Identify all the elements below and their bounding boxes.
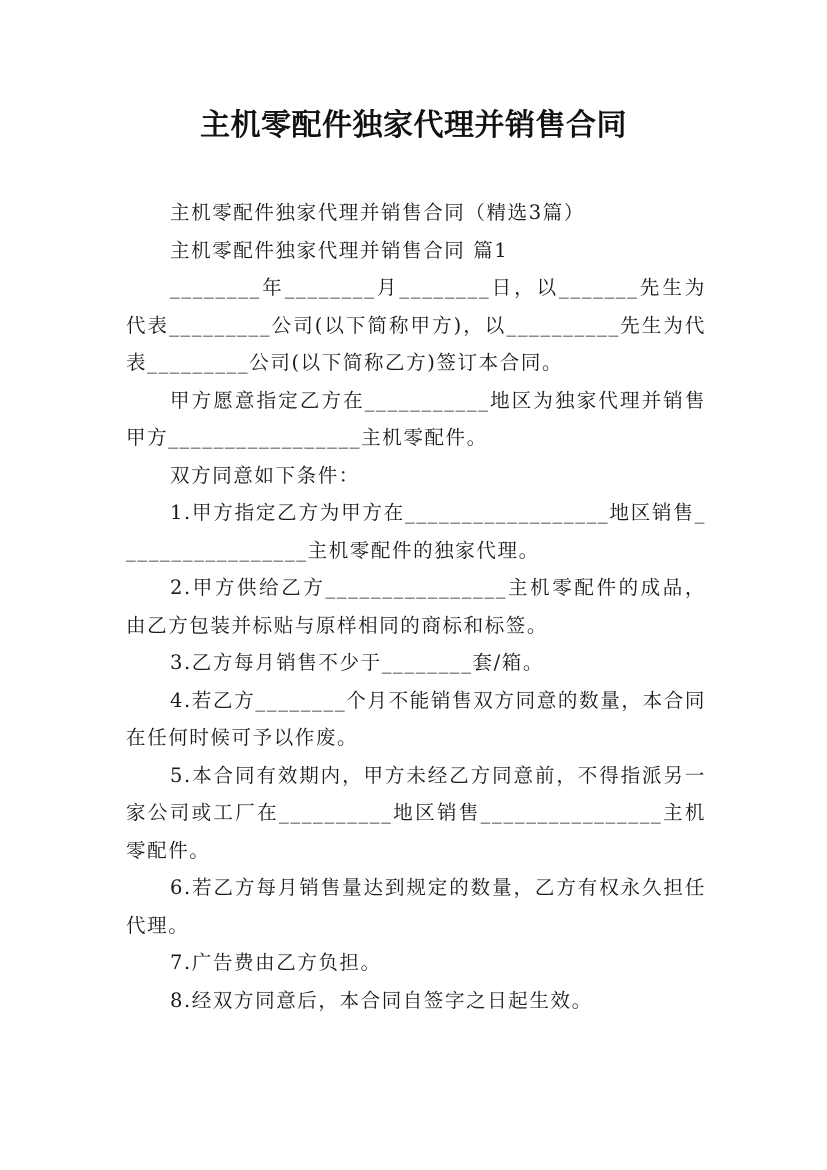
clause-3: 3.乙方每月销售不少于________套/箱。 [170,651,544,674]
clause-7: 7.广告费由乙方负担。 [170,951,382,974]
clause-2: 2.甲方供给乙方________________主机零配件的成品，由乙方包装并标贴与原样相同的商标和标签。 [126,576,706,637]
document-title: 主机零配件独家代理并销售合同 [200,108,627,143]
appointment-paragraph: 甲方愿意指定乙方在___________地区为独家代理并销售甲方_________________主机零配件。 [126,388,706,449]
conditions-intro: 双方同意如下条件： [170,463,360,487]
clause-6: 6.若乙方每月销售量达到规定的数量，乙方有权永久担任代理。 [126,876,706,937]
clause-8: 8.经双方同意后，本合同自签字之日起生效。 [170,988,593,1012]
clause-4: 4.若乙方________个月不能销售双方同意的数量，本合同在任何时候可予以作废。 [126,688,706,749]
document-subtitle: 主机零配件独家代理并销售合同（精选3篇） [170,201,585,224]
clause-1: 1.甲方指定乙方为甲方在__________________地区销售_________________主机零配件的独家代理。 [126,501,706,562]
clause-5: 5.本合同有效期内，甲方未经乙方同意前，不得指派另一家公司或工厂在__________地区销售________________主机零配件。 [126,763,706,862]
section-heading: 主机零配件独家代理并销售合同 篇1 [170,238,509,262]
contract-parties-paragraph: ________年________月________日，以_______先生为代表_________公司(以下简称甲方)，以__________先生为代表_________公司(以下简称乙方)签订本合同。 [126,276,706,374]
document-body [126,194,706,1019]
